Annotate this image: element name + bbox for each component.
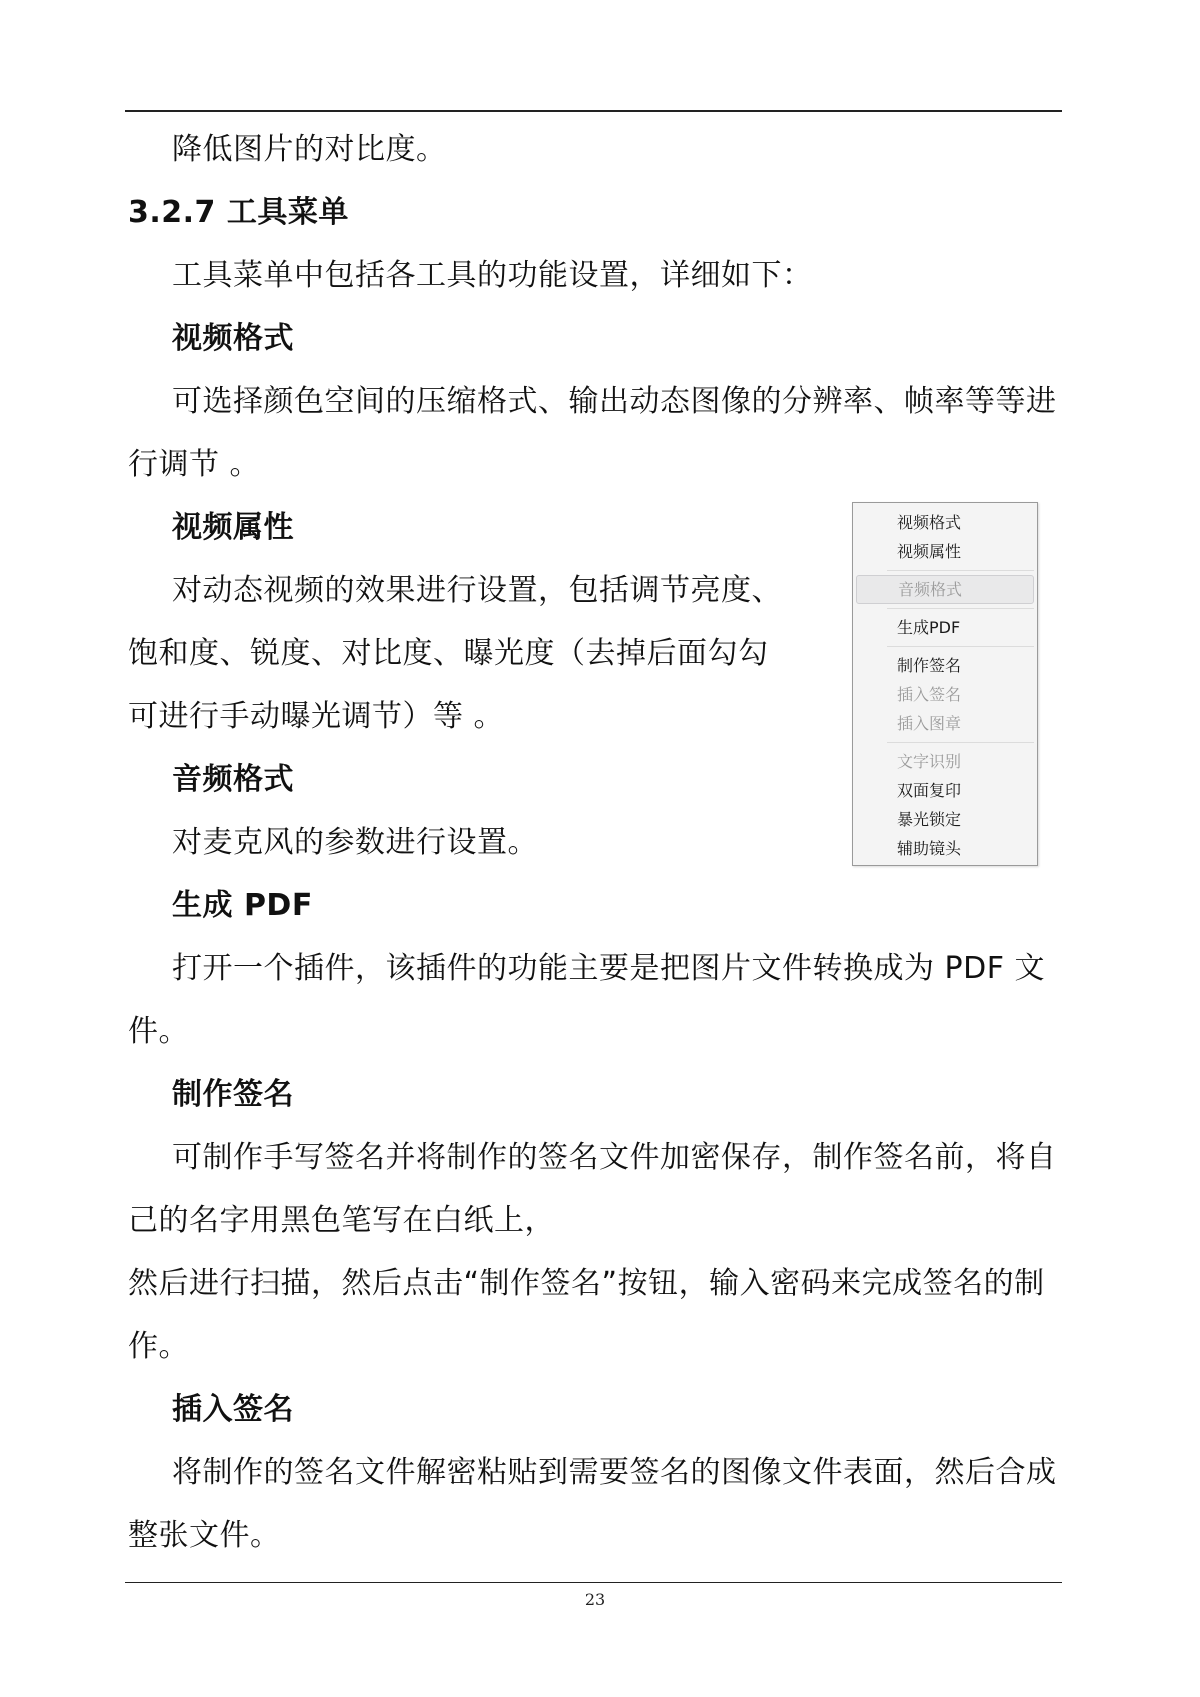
menu-item-insert-stamp[interactable]: 插入图章: [897, 714, 962, 733]
menu-item-insert-signature[interactable]: 插入签名: [897, 685, 962, 704]
tools-menu-screenshot: [852, 502, 1038, 866]
section-title: 3.2.7 工具菜单: [128, 195, 349, 230]
intro-line: 降低图片的对比度。: [172, 132, 447, 167]
menu-separator: [887, 570, 1034, 571]
menu-item-audio-format[interactable]: 音频格式: [856, 575, 1034, 604]
menu-separator: [887, 742, 1034, 743]
header-rule: [125, 110, 1062, 112]
menu-item-auxiliary-lens[interactable]: 辅助镜头: [897, 839, 962, 858]
body-video-properties: 对动态视频的效果进行设置，包括调节亮度、饱和度、锐度、对比度、曝光度（去掉后面勾勾可进行手动曝光调节）等 。: [128, 573, 782, 734]
menu-item-exposure-lock[interactable]: 暴光锁定: [897, 810, 962, 829]
body-make-signature-continued: 然后进行扫描，然后点击“制作签名”按钮，输入密码来完成签名的制作。: [128, 1266, 1045, 1364]
menu-item-video-properties[interactable]: 视频属性: [897, 542, 962, 561]
menu-separator: [887, 646, 1034, 647]
footer-rule: [125, 1582, 1062, 1583]
page-number: 23: [584, 1590, 606, 1609]
section-intro: 工具菜单中包括各工具的功能设置，详细如下：: [172, 258, 813, 293]
menu-item-generate-pdf[interactable]: 生成PDF: [897, 618, 961, 637]
menu-item-make-signature[interactable]: 制作签名: [897, 656, 962, 675]
body-generate-pdf: 打开一个插件，该插件的功能主要是把图片文件转换成为 PDF 文件。: [128, 951, 1046, 1049]
video-properties-block: [128, 559, 788, 748]
heading-make-signature: 制作签名: [172, 1077, 294, 1112]
body-make-signature: 可制作手写签名并将制作的签名文件加密保存，制作签名前，将自己的名字用黑色笔写在白纸上，: [128, 1140, 1057, 1238]
body-video-format: 可选择颜色空间的压缩格式、输出动态图像的分辨率、帧率等等进行调节 。: [128, 384, 1057, 482]
menu-item-duplex-copy[interactable]: 双面复印: [897, 781, 962, 800]
menu-separator: [887, 608, 1034, 609]
body-audio-format: 对麦克风的参数进行设置。: [172, 825, 538, 860]
heading-video-properties: 视频属性: [172, 510, 294, 545]
menu-item-ocr[interactable]: 文字识别: [897, 752, 962, 771]
heading-audio-format: 音频格式: [172, 762, 294, 797]
body-insert-signature: 将制作的签名文件解密粘贴到需要签名的图像文件表面，然后合成整张文件。: [128, 1455, 1057, 1553]
heading-generate-pdf: 生成 PDF: [172, 888, 313, 923]
heading-video-format: 视频格式: [172, 321, 294, 356]
menu-item-video-format[interactable]: 视频格式: [897, 513, 962, 532]
heading-insert-signature: 插入签名: [172, 1392, 294, 1427]
